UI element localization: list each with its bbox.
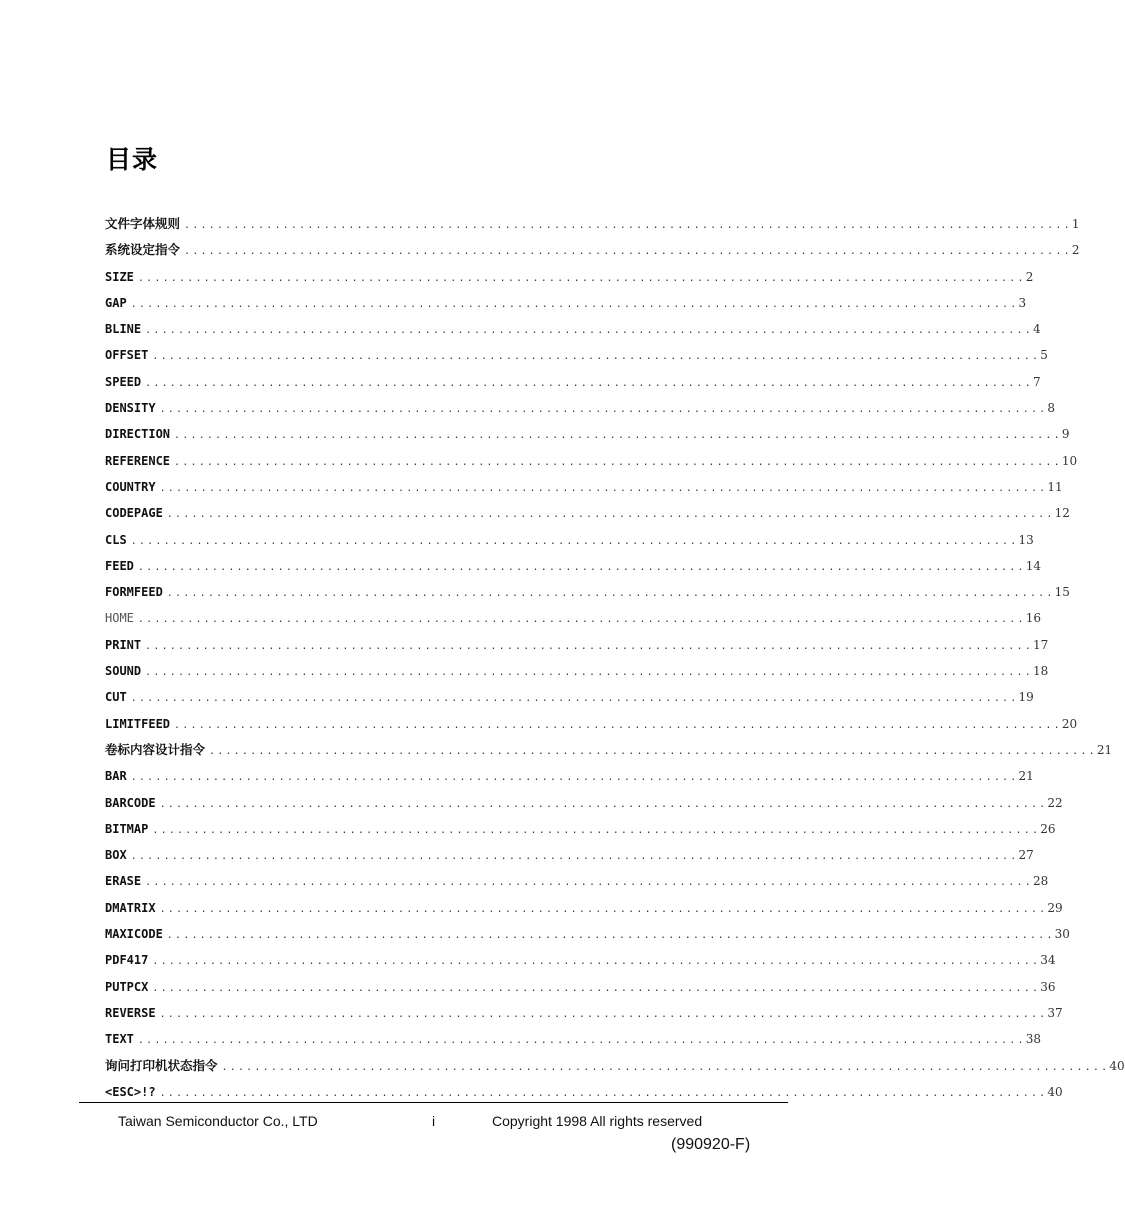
toc-entry-label: 文件字体规则 <box>105 216 181 231</box>
toc-entry[interactable] <box>105 842 1034 868</box>
toc-entry[interactable] <box>105 684 1034 710</box>
toc-entry-label: PDF417 <box>105 953 149 968</box>
toc-entry-page: 28 <box>1032 874 1049 889</box>
toc-entry-page: 13 <box>1018 532 1034 547</box>
footer-page-number: i <box>432 1113 436 1129</box>
toc-leader-dots: ............................................................................................................ <box>184 246 1072 258</box>
toc-entry[interactable] <box>105 711 1078 737</box>
toc-leader-dots: ............................................................................................................ <box>166 509 1055 521</box>
toc-entry-page: 21 <box>1096 742 1113 757</box>
toc-entry-page: 21 <box>1018 769 1034 784</box>
toc-entry[interactable] <box>105 974 1056 1000</box>
toc-entry[interactable] <box>105 921 1070 947</box>
toc-entry-label: TEXT <box>105 1032 134 1047</box>
page-title: 目录 <box>106 145 159 174</box>
toc-entry-page: 27 <box>1018 848 1034 863</box>
toc-leader-dots: ............................................................................................................ <box>137 561 1026 573</box>
toc-leader-dots: ............................................................................................................ <box>145 325 1033 337</box>
toc-entry-page: 29 <box>1047 900 1063 915</box>
toc-entry-page: 22 <box>1047 795 1063 810</box>
toc-entry-page: 15 <box>1054 585 1070 600</box>
toc-entry[interactable] <box>105 868 1049 894</box>
toc-entry-page: 12 <box>1054 506 1070 521</box>
toc-entry-label: PRINT <box>105 637 142 652</box>
footer-divider <box>79 1102 788 1103</box>
toc-entry-label: FEED <box>105 558 134 573</box>
toc-entry-page: 2 <box>1071 243 1080 258</box>
toc-entry-label: CUT <box>105 690 127 705</box>
toc-entry-page: 34 <box>1040 953 1056 968</box>
toc-leader-dots: ............................................................................................................ <box>166 930 1055 942</box>
toc-entry-label: DIRECTION <box>105 427 171 442</box>
toc-entry[interactable] <box>105 553 1042 579</box>
toc-leader-dots: ............................................................................................................ <box>145 877 1033 889</box>
toc-entry[interactable] <box>105 474 1063 500</box>
toc-entry-label: BITMAP <box>105 821 149 836</box>
toc-entry-label: SOUND <box>105 664 142 679</box>
toc-entry-label: GAP <box>105 295 127 310</box>
toc-entry-label: BARCODE <box>105 795 156 810</box>
toc-entry-label: COUNTRY <box>105 479 156 494</box>
toc-entry-label: BOX <box>105 848 127 863</box>
toc-entry-page: 17 <box>1032 637 1049 652</box>
toc-entry-page: 1 <box>1071 217 1080 231</box>
toc-leader-dots: ............................................................................................................ <box>159 798 1048 810</box>
toc-entry-label: DENSITY <box>105 401 156 416</box>
toc-leader-dots: ............................................................................................................ <box>130 851 1019 863</box>
toc-leader-dots: ............................................................................................................ <box>174 456 1062 468</box>
toc-entry-label: ERASE <box>105 874 142 889</box>
toc-entry[interactable] <box>105 316 1041 342</box>
toc-entry-label: 卷标内容设计指令 <box>105 741 206 757</box>
toc-entry[interactable] <box>105 605 1042 631</box>
toc-entry-page: 5 <box>1040 348 1048 363</box>
toc-entry[interactable] <box>105 342 1048 368</box>
table-of-contents <box>105 211 1125 1105</box>
toc-entry-label: 系统设定指令 <box>105 242 181 258</box>
toc-entry-page: 2 <box>1025 269 1034 284</box>
toc-entry-page: 11 <box>1047 479 1063 494</box>
toc-entry-label: REFERENCE <box>105 453 171 468</box>
toc-entry[interactable] <box>105 527 1034 553</box>
toc-leader-dots: ............................................................................................................ <box>145 377 1033 389</box>
toc-entry-page: 7 <box>1032 374 1041 389</box>
toc-entry-label: DMATRIX <box>105 900 156 915</box>
toc-leader-dots: ............................................................................................................ <box>152 956 1041 968</box>
toc-leader-dots: ............................................................................................................ <box>137 1035 1026 1047</box>
toc-entry-label: OFFSET <box>105 348 149 363</box>
toc-entry-page: 38 <box>1025 1032 1042 1047</box>
toc-entry[interactable] <box>105 369 1041 395</box>
toc-entry-label: MAXICODE <box>105 927 163 942</box>
toc-entry-label: BLINE <box>105 322 142 337</box>
toc-entry[interactable] <box>105 737 1113 763</box>
toc-leader-dots: ............................................................................................................ <box>130 298 1019 310</box>
toc-entry-page: 20 <box>1061 716 1078 731</box>
toc-entry[interactable] <box>105 632 1049 658</box>
toc-entry[interactable] <box>105 895 1063 921</box>
toc-leader-dots: ............................................................................................................ <box>159 1008 1048 1020</box>
toc-entry-page: 19 <box>1018 690 1034 705</box>
toc-leader-dots: ............................................................................................................ <box>159 482 1048 494</box>
toc-entry[interactable] <box>105 421 1070 447</box>
toc-leader-dots: ............................................................................................................ <box>130 693 1019 705</box>
toc-entry[interactable] <box>105 395 1056 421</box>
toc-entry-page: 40 <box>1109 1058 1125 1073</box>
toc-leader-dots: ............................................................................................................ <box>174 430 1062 442</box>
toc-leader-dots: ............................................................................................................ <box>159 404 1048 416</box>
toc-entry[interactable] <box>105 579 1070 605</box>
toc-leader-dots: ............................................................................................................ <box>130 535 1019 547</box>
toc-leader-dots: ............................................................................................................ <box>152 982 1041 994</box>
toc-entry-page: 30 <box>1054 927 1070 942</box>
toc-entry-label: SPEED <box>105 374 142 389</box>
toc-entry[interactable] <box>105 448 1078 474</box>
toc-entry-page: 16 <box>1025 611 1042 626</box>
toc-entry[interactable] <box>105 290 1027 316</box>
toc-entry[interactable] <box>105 790 1063 816</box>
toc-leader-dots: ............................................................................................................ <box>145 640 1033 652</box>
toc-entry-page: 36 <box>1040 979 1056 994</box>
toc-leader-dots: ............................................................................................................ <box>166 588 1055 600</box>
toc-leader-dots: ............................................................................................................ <box>159 1087 1048 1099</box>
toc-entry-page: 18 <box>1032 664 1049 679</box>
toc-entry-label: LIMITFEED <box>105 716 171 731</box>
toc-entry-label: SIZE <box>105 269 134 284</box>
toc-entry[interactable] <box>105 237 1080 263</box>
toc-entry[interactable] <box>105 947 1056 973</box>
footer-company: Taiwan Semiconductor Co., LTD <box>118 1113 318 1129</box>
toc-entry-label: BAR <box>105 769 127 784</box>
toc-entry-label: HOME <box>105 611 134 626</box>
toc-entry[interactable] <box>105 1000 1063 1026</box>
toc-entry-label: CODEPAGE <box>105 506 163 521</box>
toc-leader-dots: ............................................................................................................ <box>221 1061 1110 1073</box>
toc-entry-label: FORMFEED <box>105 585 163 600</box>
toc-entry[interactable] <box>105 763 1034 789</box>
toc-leader-dots: ............................................................................................................ <box>159 903 1048 915</box>
toc-entry[interactable] <box>105 211 1080 237</box>
toc-entry[interactable] <box>105 500 1070 526</box>
toc-leader-dots: ............................................................................................................ <box>130 772 1019 784</box>
toc-entry-label: PUTPCX <box>105 979 149 994</box>
toc-entry[interactable] <box>105 1053 1125 1079</box>
toc-entry-page: 40 <box>1047 1084 1063 1099</box>
toc-entry-label: 询问打印机状态指令 <box>105 1057 218 1073</box>
toc-entry-page: 9 <box>1061 427 1070 442</box>
toc-leader-dots: ............................................................................................................ <box>152 351 1041 363</box>
toc-entry-page: 3 <box>1018 295 1027 310</box>
toc-entry[interactable] <box>105 1026 1042 1052</box>
toc-entry-page: 10 <box>1061 453 1078 468</box>
toc-leader-dots: ............................................................................................................ <box>137 614 1026 626</box>
toc-leader-dots: ............................................................................................................ <box>209 745 1097 757</box>
toc-leader-dots: ............................................................................................................ <box>184 220 1072 231</box>
toc-entry-page: 37 <box>1047 1005 1063 1020</box>
toc-leader-dots: ............................................................................................................ <box>174 719 1062 731</box>
toc-entry-page: 14 <box>1025 558 1042 573</box>
toc-leader-dots: ............................................................................................................ <box>137 272 1026 284</box>
toc-entry-label: <ESC>!? <box>105 1084 156 1099</box>
toc-entry-page: 8 <box>1047 401 1056 416</box>
toc-entry-page: 4 <box>1032 322 1041 337</box>
toc-entry[interactable] <box>105 816 1056 842</box>
toc-leader-dots: ............................................................................................................ <box>152 824 1041 836</box>
document-code: (990920-F) <box>671 1136 751 1153</box>
toc-entry-label: REVERSE <box>105 1005 156 1020</box>
toc-entry[interactable] <box>105 658 1049 684</box>
footer-copyright: Copyright 1998 All rights reserved <box>492 1113 703 1129</box>
toc-leader-dots: ............................................................................................................ <box>145 667 1033 679</box>
toc-entry-label: CLS <box>105 532 127 547</box>
toc-entry[interactable] <box>105 264 1034 290</box>
toc-entry-page: 26 <box>1040 821 1056 836</box>
